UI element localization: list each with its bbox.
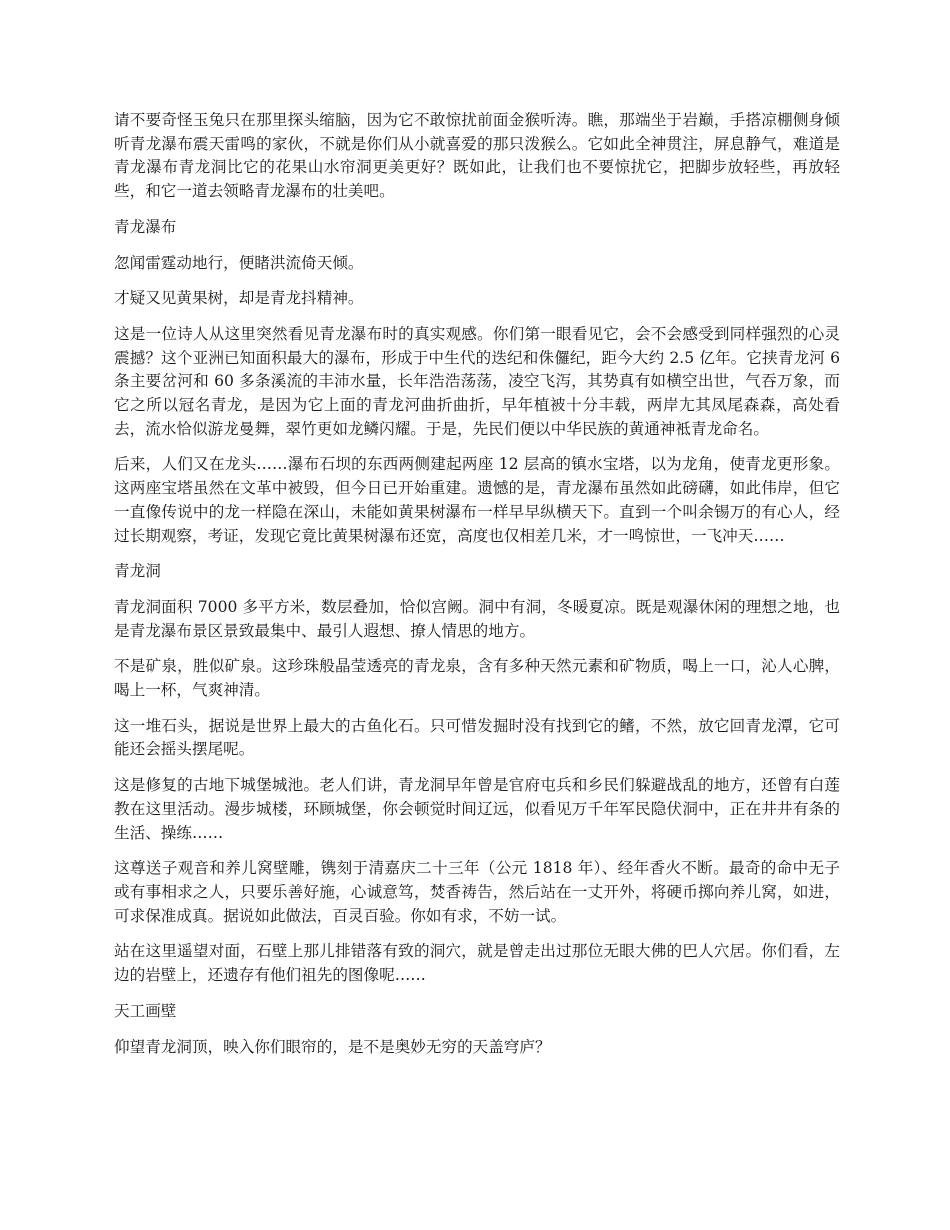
- section-heading-cave: 青龙洞: [114, 562, 161, 581]
- document-page: [114, 109, 840, 1071]
- paragraph-fish-fossil: 这一堆石头，据说是世界上最大的古鱼化石。只可惜发掘时没有找到它的鳍，不然，放它回青龙潭，它可能还会摇头摆尾呢。: [114, 716, 840, 759]
- section-heading-murals: 天工画壁: [114, 1001, 177, 1020]
- paragraph-waterfall-description: 这是一位诗人从这里突然看见青龙瀑布时的真实观感。你们第一眼看见它，会不会感受到同样强烈的心灵震撼？这个亚洲已知面积最大的瀑布，形成于中生代的迭纪和侏儸纪，距今大约 2.5 亿年。它挟青龙河 6 条主要岔河和 60 多条溪流的丰沛水量，长年浩浩荡荡，凌空飞泻，其势真有如横空出世，气吞万象，而它之所以冠名青龙，是因为它上面的青龙河曲折曲折，早年植被十分丰载，两岸尢其凤尾森森，高处看去，流水恰似游龙曼舞，翠竹更如龙鳞闪耀。于是，先民们便以中华民族的黄通神袛青龙命名。: [114, 324, 840, 438]
- paragraph-cave-area: 青龙洞面积 7000 多平方米，数层叠加，恰似宫阙。洞中有洞，冬暖夏凉。既是观瀑休闲的理想之地，也是青龙瀑布景区景致最集中、最引人遐想、撩人情思的地方。: [114, 597, 840, 640]
- paragraph-cave-ceiling: 仰望青龙洞顶，映入你们眼帘的，是不是奥妙无穷的天盖穹庐？: [114, 1037, 551, 1056]
- paragraph-guanyin: 这尊送子观音和养儿窝壁雕，镌刻于清嘉庆二十三年（公元 1818 年）、经年香火不断。最奇的命中无子或有事相求之人，只要乐善好施，心诚意笃，焚香祷告，然后站在一丈开外，将硬币掷向养儿窝，如进，可求保准成真。据说如此做法，百灵百验。你如有求，不妨一试。: [114, 859, 840, 925]
- poem-line-2: 才疑又见黄果树，却是青龙抖精神。: [114, 289, 364, 308]
- paragraph-waterfall-history: 后来，人们又在龙头……瀑布石坝的东西两侧建起两座 12 层高的镇水宝塔，以为龙角，使青龙更形象。这两座宝塔虽然在文革中被毁，但今日已开始重建。遗憾的是，青龙瀑布虽然如此磅礴，如此伟岸，但它一直像传说中的龙一样隐在深山，未能如黄果树瀑布一样早早纵横天下。直到一个叫余锡万的有心人，经过长期观察，考证，发现它竟比黄果树瀑布还宽，高度也仅相差几米，才一鸣惊世，一飞冲天……: [114, 455, 840, 545]
- paragraph-spring: 不是矿泉，胜似矿泉。这珍珠般晶莹透亮的青龙泉，含有多种天然元素和矿物质，喝上一口，沁人心脾，喝上一杯，气爽神清。: [114, 657, 840, 700]
- paragraph-castle: 这是修复的古地下城堡城池。老人们讲，青龙洞早年曾是官府屯兵和乡民们躲避战乱的地方，还曾有白莲教在这里活动。漫步城楼，环顾城堡，你会顿觉时间辽远，似看见万千年军民隐伏洞中，正在井井有条的生活、操练……: [114, 776, 840, 842]
- paragraph-intro: 请不要奇怪玉兔只在那里探头缩脑，因为它不敢惊扰前面金猴听涛。瞧，那端坐于岩巅，手搭凉棚侧身倾听青龙瀑布震天雷鸣的家伙，不就是你们从小就喜爱的那只泼猴么。它如此全神贯注，屏息静气，难道是青龙瀑布青龙洞比它的花果山水帘洞更美更好？既如此，让我们也不要惊扰它，把脚步放轻些，再放轻些，和它一道去领略青龙瀑布的壮美吧。: [114, 111, 840, 201]
- poem-line-1: 忽闻雷霆动地行，便睹洪流倚天倾。: [114, 253, 364, 272]
- section-heading-waterfall: 青龙瀑布: [114, 217, 177, 236]
- paragraph-cave-dwellings: 站在这里遥望对面，石壁上那儿排错落有致的洞穴，就是曾走出过那位无眼大佛的巴人穴居。你们看，左边的岩壁上，还遗存有他们祖先的图像呢……: [114, 942, 840, 985]
